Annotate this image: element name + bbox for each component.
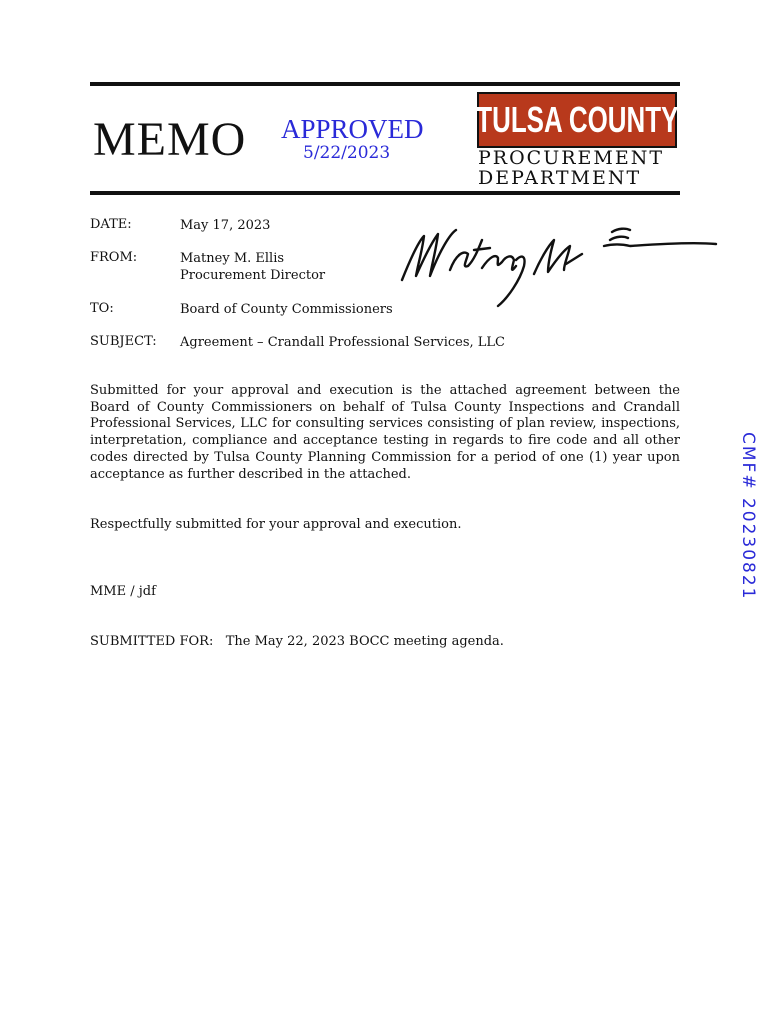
body-paragraph: Submitted for your approval and execution is the attached agreement between the Board of County Commissioners on behalf of Tulsa County Inspections and Crandall Professional Services, LLC for consulting services consisting of plan review, inspections, interpretation, compliance and acceptance testing in regards to fire code and all other codes directed by Tulsa County Planning Commission for a period of one (1) year upon acceptance as further described in the attached. — [90, 383, 680, 482]
logo-procurement: PROCUREMENT — [478, 147, 665, 169]
to-label: TO: — [90, 301, 114, 316]
closing-line: Respectfully submitted for your approval and execution. — [90, 517, 462, 532]
subject-value: Agreement – Crandall Professional Services, LLC — [180, 335, 505, 350]
memo-title: MEMO — [93, 113, 247, 166]
approved-date: 5/22/2023 — [303, 143, 391, 163]
from-name: Matney M. Ellis — [180, 251, 285, 266]
date-label: DATE: — [90, 217, 132, 232]
subject-label: SUBJECT: — [90, 334, 157, 349]
initials-line: MME / jdf — [90, 584, 156, 599]
to-value: Board of County Commissioners — [180, 302, 393, 317]
cmf-number-stamp: CMF# 20230821 — [738, 432, 758, 601]
header-top-rule — [90, 82, 680, 86]
logo-banner — [477, 92, 677, 148]
tulsa-county-logo — [477, 92, 677, 188]
logo-county-name: TULSA COUNTY — [475, 99, 679, 140]
from-label: FROM: — [90, 250, 138, 265]
from-title: Procurement Director — [180, 268, 326, 283]
signature-image — [398, 220, 720, 312]
date-value: May 17, 2023 — [180, 218, 271, 233]
logo-department: DEPARTMENT — [478, 167, 642, 189]
approved-stamp: APPROVED — [281, 114, 424, 144]
submitted-for-line: SUBMITTED FOR: The May 22, 2023 BOCC meeting agenda. — [90, 634, 504, 649]
header-bottom-rule — [90, 191, 680, 195]
